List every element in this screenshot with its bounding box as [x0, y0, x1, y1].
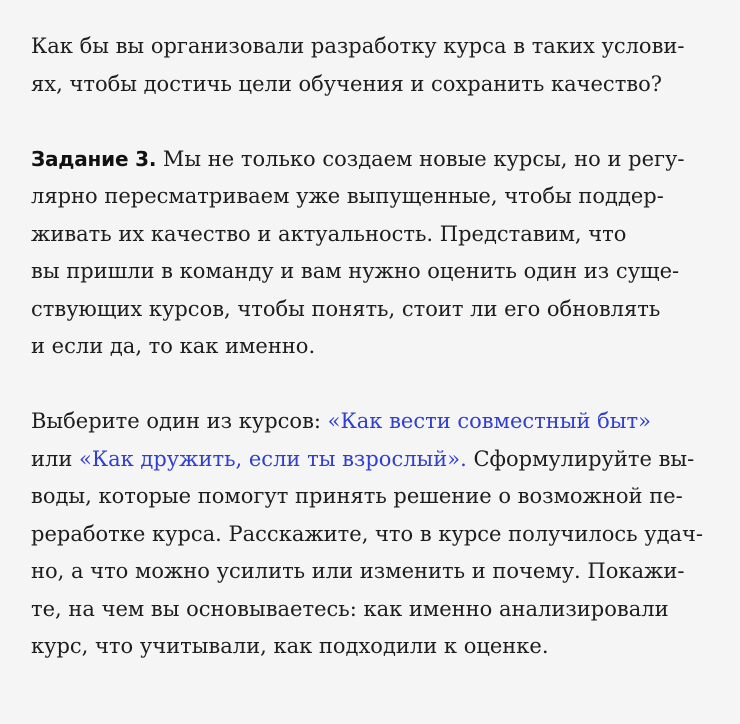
text-line: вы пришли в команду и вам нужно оценить один из суще-: [31, 259, 680, 283]
text-line: лярно пересматриваем уже выпущенные, чтобы поддер-: [31, 184, 664, 208]
text-fragment: или: [31, 446, 80, 471]
task-label: Задание 3.: [31, 146, 157, 171]
text-line: Как бы вы организовали разработку курса в таких услови-: [31, 34, 685, 58]
text-line: ствующих курсов, чтобы понять, стоит ли его обновлять: [31, 296, 661, 321]
text-line: но, а что можно усилить или изменить и почему. Покажи-: [31, 559, 685, 583]
paragraph-spacer: [31, 103, 723, 141]
article-text: [31, 28, 723, 666]
text-line: и если да, то как именно.: [31, 334, 316, 358]
text-line: курс, что учитывали, как подходили к оценке.: [31, 634, 549, 658]
text-line: те, на чем вы основываетесь: как именно анализировали: [31, 596, 669, 621]
course-link-friendship[interactable]: «Как дружить, если ты взрослый».: [79, 446, 467, 471]
course-link-household[interactable]: «Как вести совместный быт»: [327, 409, 651, 433]
paragraph-question: [31, 28, 723, 103]
text-line: реработке курса. Расскажите, что в курсе получилось удач-: [31, 521, 704, 546]
text-fragment: Сформулируйте вы-: [466, 446, 695, 471]
text-line: [31, 441, 723, 479]
text-line: воды, которые помогут принять решение о возможной пе-: [31, 484, 683, 508]
paragraph-course-choice: [31, 403, 723, 666]
text-line: [31, 141, 723, 179]
text-fragment: Мы не только создаем новые курсы, но и регу-: [156, 146, 685, 171]
text-line: ях, чтобы достичь цели обучения и сохранить качество?: [31, 71, 663, 96]
text-fragment: Выберите один из курсов:: [31, 409, 328, 433]
text-line: живать их качество и актуальность. Представим, что: [31, 221, 627, 246]
paragraph-spacer: [31, 366, 723, 404]
paragraph-task-3: [31, 141, 723, 366]
text-line: [31, 403, 723, 441]
